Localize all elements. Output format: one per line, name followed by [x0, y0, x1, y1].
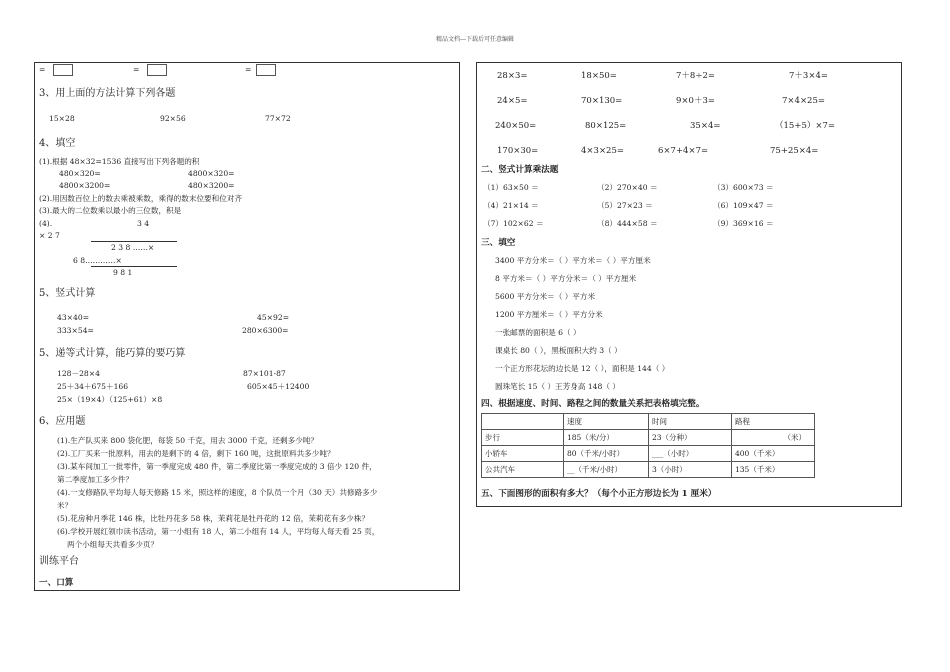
oral-item: 28×3= [497, 71, 528, 81]
fill-item: 圆珠笔长 15（ ）王芳身高 148（ ） [495, 382, 620, 391]
eq-2: = [133, 65, 140, 74]
table-header-cell: 路程 [732, 414, 815, 430]
table-row [482, 446, 815, 462]
fill-q1-d: 480×3200= [188, 181, 235, 190]
fill-item: 5600 平方分米＝（ ）平方米 [495, 292, 596, 301]
s5b-item: 605×45＋12400 [247, 382, 310, 391]
vertical-rule [91, 241, 177, 242]
s3-item: 15×28 [49, 114, 75, 123]
oral-calc-title: 一、口算 [39, 578, 74, 588]
fill-item: 一个正方形花坛的边长是 12（ ），面积是 144（ ） [495, 364, 670, 373]
table-header-cell [482, 414, 564, 430]
vertical-row-2: × 2 7 [39, 231, 60, 240]
app-question: 米？ [57, 501, 73, 510]
s5-item: 45×92= [257, 313, 290, 322]
fill-item: 课桌长 80（ ），黑板面积大约 3（ ） [495, 346, 622, 355]
table-cell: 3（小时） [649, 462, 732, 478]
fill-item: 1200 平方厘米＝（ ）平方分米 [495, 310, 603, 319]
s5b-item: 128－28×4 [57, 369, 100, 378]
section-5-title: 五、下面图形的面积有多大？（每个小正方形边长为 1 厘米） [481, 489, 717, 499]
s5-item: 333×54= [57, 326, 94, 335]
table-cell: 23（分种） [649, 430, 732, 446]
fill-q3: (3).最大的二位数乘以最小的三位数，积是 [39, 206, 182, 215]
table-cell: 小轿车 [482, 446, 564, 462]
table-cell: 400（千米） [732, 446, 815, 462]
vertical-row-1: 3 4 [137, 219, 150, 228]
app-question: (5).花房种月季花 146 株，比牡丹花多 58 株，茉莉花是牡丹花的 12 倍，茉莉花有多少株？ [57, 514, 370, 523]
section-6-title: 6、应用题 [39, 416, 86, 427]
eq-1: = [39, 65, 46, 74]
oral-item: 7＋8÷2= [676, 71, 715, 81]
table-row [482, 462, 815, 478]
answer-box-3[interactable] [256, 64, 276, 76]
right-panel [476, 62, 902, 507]
app-question: (3).某车间加工一批零件，第一季度完成 480 件，第二季度比第一季度完成的 3 倍少 120 件， [57, 462, 377, 471]
table-header-row [482, 414, 815, 430]
app-question: 第二季度加工多少件？ [57, 475, 133, 484]
answer-box-2[interactable] [147, 64, 167, 76]
s2-item: （7）102×62 ＝ [483, 219, 544, 228]
s5b-item: 25＋34＋675＋166 [57, 382, 129, 391]
table-cell[interactable]: （米） [732, 430, 815, 446]
table-cell[interactable]: __（千米/小时） [564, 462, 649, 478]
fill-q1-b: 4800×320= [188, 169, 235, 178]
section-3-title: 三、填空 [481, 238, 516, 248]
app-question: (6).学校开展红领巾读书活动，第一小组有 18 人，第二小组有 14 人，平均每人每天看 25 页， [57, 527, 380, 536]
section-3-title: 3、用上面的方法计算下列各题 [39, 88, 176, 99]
vertical-rule [91, 266, 177, 267]
s5-item: 280×6300= [242, 326, 289, 335]
eq-3: = [245, 65, 252, 74]
s5b-item: 87×101-87 [243, 369, 286, 378]
oral-item: 24×5= [497, 96, 528, 106]
oral-item: 7＋3×4= [789, 71, 828, 81]
s2-item: （1）63×50 ＝ [483, 183, 539, 192]
table-cell[interactable]: ___（小时） [649, 446, 732, 462]
s2-item: （2）270×40 ＝ [597, 183, 658, 192]
vertical-row-4: 6 8…………× [73, 256, 122, 265]
oral-item: 170×30= [497, 146, 539, 156]
s3-item: 77×72 [265, 114, 291, 123]
table-cell: 80（千米/小时） [564, 446, 649, 462]
fill-q4-label: (4). [39, 219, 53, 228]
table-cell: 135（千米） [732, 462, 815, 478]
fill-item: 8 平方米＝（ ）平方分米＝（ ）平方厘米 [495, 274, 637, 283]
oral-item: 7×4×25= [782, 96, 825, 106]
answer-box-1[interactable] [53, 64, 73, 76]
table-row [482, 430, 815, 446]
fill-item: 3400 平方分米＝（ ）平方米＝（ ）平方厘米 [495, 256, 651, 265]
table-header-cell: 时间 [649, 414, 732, 430]
fill-q1: (1).根据 48×32=1536 直接写出下列各题的积 [39, 157, 200, 166]
table-cell: 公共汽车 [482, 462, 564, 478]
oral-item: 80×125= [585, 121, 627, 131]
app-question: (1).生产队买来 800 袋化肥，每袋 50 千克，用去 3000 千克，还剩多少吨？ [57, 436, 318, 445]
oral-item: 240×50= [495, 121, 537, 131]
oral-item: （15+5）×7= [775, 121, 835, 131]
s2-item: （9）369×16 ＝ [713, 219, 774, 228]
vertical-row-5: 9 8 1 [113, 268, 133, 277]
fill-q1-a: 480×320= [59, 169, 101, 178]
s3-item: 92×56 [160, 114, 186, 123]
app-question: (2).工厂买来一批原料，用去的是剩下的 4 倍，剩下 160 吨，这批原料共多少吨？ [57, 449, 335, 458]
s5b-item: 25×（19×4）（125+61）×8 [57, 395, 163, 404]
section-5-title: 5、竖式计算 [39, 288, 96, 299]
left-panel [34, 62, 460, 591]
speed-time-distance-table [481, 413, 815, 478]
oral-item: 9×0＋3= [676, 96, 715, 106]
app-question: (4).一支修路队平均每人每天修路 15 米，照这样的速度，8 个队员一个月（30 天）共修路多少 [57, 488, 378, 497]
s5-item: 43×40= [57, 313, 90, 322]
training-platform-title: 训练平台 [39, 556, 79, 567]
vertical-row-3: 2 3 8 ……× [111, 243, 155, 252]
s2-item: （6）109×47 ＝ [713, 201, 774, 210]
fill-q1-c: 4800×3200= [59, 181, 111, 190]
s2-item: （4）21×14 ＝ [483, 201, 539, 210]
table-header-cell: 速度 [564, 414, 649, 430]
section-4-title: 四、根据速度、时间、路程之间的数量关系把表格填完整。 [481, 399, 705, 409]
section-2-title: 二、竖式计算乘法题 [481, 165, 559, 175]
app-question: 两个小组每天共看多少页？ [67, 540, 159, 549]
oral-item: 18×50= [581, 71, 617, 81]
s2-item: （3）600×73 ＝ [713, 183, 774, 192]
oral-item: 4×3×25= [581, 146, 624, 156]
section-4-title: 4、填空 [39, 138, 76, 149]
s2-item: （8）444×58 ＝ [597, 219, 658, 228]
oral-item: 70×130= [581, 96, 623, 106]
table-cell: 185（米/分） [564, 430, 649, 446]
oral-item: 35×4= [690, 121, 721, 131]
fill-item: 一张邮票的面积是 6（ ） [495, 328, 581, 337]
section-5b-title: 5、递等式计算，能巧算的要巧算 [39, 348, 186, 359]
table-cell: 步行 [482, 430, 564, 446]
page-header: 精品文档---下载后可任意编辑 [435, 36, 515, 43]
s2-item: （5）27×23 ＝ [597, 201, 653, 210]
fill-q2: (2).用因数百位上的数去乘被乘数，乘得的数末位要和位对齐 [39, 194, 243, 203]
oral-item: 6×7+4×7= [658, 146, 709, 156]
oral-item: 75+25×4= [770, 146, 819, 156]
